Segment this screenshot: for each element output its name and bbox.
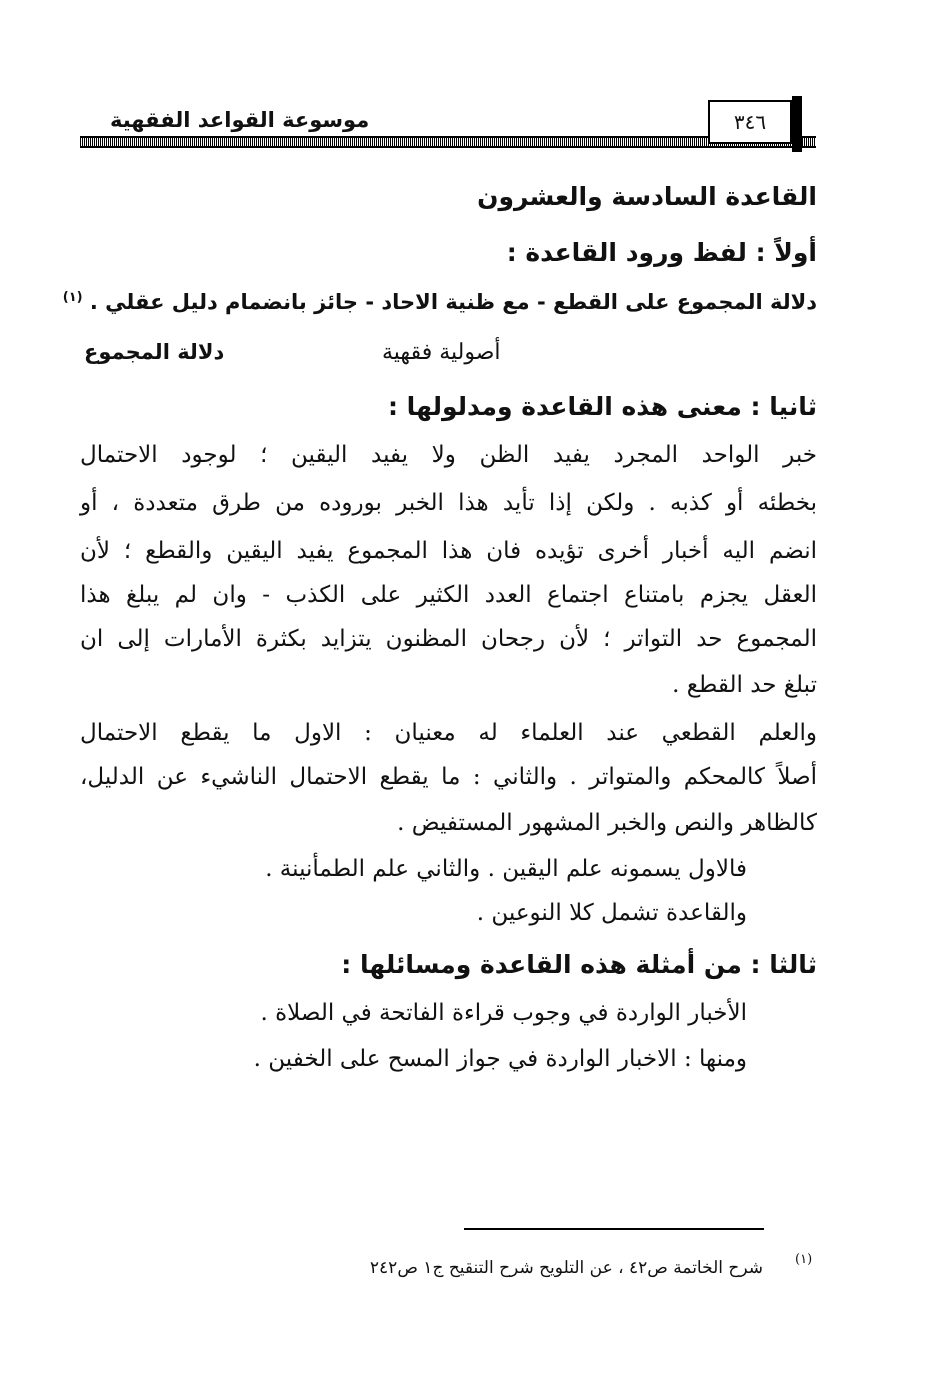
classification-topic: دلالة المجموع <box>84 340 225 364</box>
para3: فالاول يسمونه علم اليقين . والثاني علم الطمأنينة . <box>265 856 747 882</box>
rule-text-line <box>63 290 817 314</box>
section3-heading: ثالثا : من أمثلة هذه القاعدة ومسائلها : <box>341 950 817 979</box>
footnote-text: شرح الخاتمة ص٤٢ ، عن التلويح شرح التنقيح ج١ ص٢٤٢ <box>369 1258 763 1278</box>
section2-heading: ثانيا : معنى هذه القاعدة ومدلولها : <box>387 392 817 421</box>
book-title: موسوعة القواعد الفقهية <box>110 108 370 132</box>
para2-line: كالظاهر والنص والخبر المشهور المستفيض . <box>397 810 817 836</box>
example-2: ومنها : الاخبار الواردة في جواز المسح على الخفين . <box>253 1046 747 1072</box>
rule-text: دلالة المجموع على القطع - مع ظنية الاحاد - جائز بانضمام دليل عقلي . <box>89 290 817 314</box>
page-number: ٣٤٦ <box>708 100 792 144</box>
para4: والقاعدة تشمل كلا النوعين . <box>476 900 747 926</box>
para1-line: العقل يجزم بامتناع اجتماع العدد الكثير على الكذب - وان لم يبلغ هذا <box>80 582 817 608</box>
header-bar <box>792 96 802 152</box>
para1-line: انضم اليه أخبار أخرى تؤيده فان هذا المجموع يفيد اليقين والقطع ؛ لأن <box>80 538 817 564</box>
para1-line: تبلغ حد القطع . <box>672 672 817 698</box>
header-rule <box>80 136 816 148</box>
page-header <box>80 96 816 158</box>
section1-heading: أولاً : لفظ ورود القاعدة : <box>506 238 817 267</box>
para2-line: والعلم القطعي عند العلماء له معنيان : الاول ما يقطع الاحتمال <box>80 720 817 746</box>
para2-line: أصلاً كالمحكم والمتواتر . والثاني : ما يقطع الاحتمال الناشيء عن الدليل، <box>80 764 817 790</box>
classification-row <box>80 340 817 380</box>
footnote-number: (١) <box>795 1252 813 1267</box>
para1-line: المجموع حد التواتر ؛ لأن رجحان المظنون يتزايد بكثرة الأمارات إلى ان <box>80 626 817 652</box>
para1-line: خبر الواحد المجرد يفيد الظن ولا يفيد اليقين ؛ لوجود الاحتمال <box>80 442 817 468</box>
example-1: الأخبار الواردة في وجوب قراءة الفاتحة في الصلاة . <box>260 1000 747 1026</box>
rule-title: القاعدة السادسة والعشرون <box>477 182 817 211</box>
footnote-rule <box>464 1228 764 1230</box>
classification-type: أصولية فقهية <box>382 340 501 365</box>
footnote-marker: (١) <box>62 290 83 305</box>
para1-line: بخطئه أو كذبه . ولكن إذا تأيد هذا الخبر بوروده من طرق متعددة ، أو <box>80 490 817 516</box>
